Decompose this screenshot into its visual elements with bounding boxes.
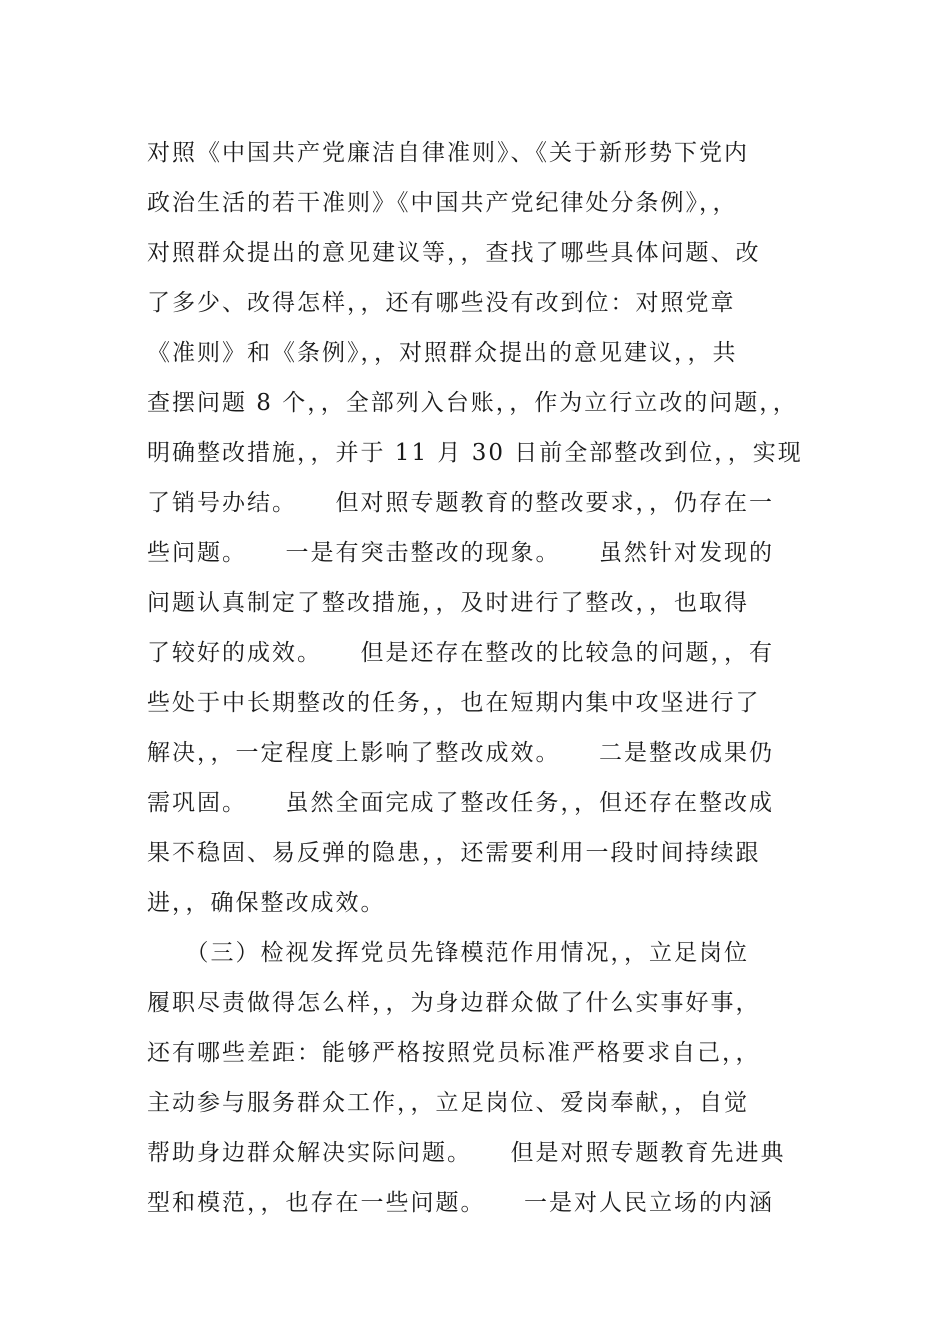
text-line: 政治生活的若干准则》《中国共产党纪律处分条例》，，: [147, 190, 738, 216]
text-line: 主动参与服务群众工作，，立足岗位、爱岗奉献，，自觉: [147, 1090, 749, 1116]
text-line: 进，，确保整改成效。: [147, 890, 386, 916]
text-line: 问题认真制定了整改措施，，及时进行了整改，，也取得: [147, 590, 749, 616]
text-line: 查摆问题 8 个，，全部列入台账，，作为立行立改的问题，，: [147, 390, 798, 416]
text-line: 了销号办结。 但对照专题教育的整改要求，，仍存在一: [147, 490, 774, 516]
text-line: 对照群众提出的意见建议等，，查找了哪些具体问题、改: [147, 240, 761, 266]
text-line: 了多少、改得怎样，，还有哪些没有改到位：对照党章: [147, 290, 736, 316]
text-line: 解决，，一定程度上影响了整改成效。 二是整改成果仍: [147, 740, 774, 766]
text-line: 履职尽责做得怎么样，，为身边群众做了什么实事好事，: [147, 990, 761, 1016]
text-line: 了较好的成效。 但是还存在整改的比较急的问题，，有: [147, 640, 774, 666]
text-line: 些处于中长期整改的任务，，也在短期内集中攻坚进行了: [147, 690, 761, 716]
section-heading-line: （三）检视发挥党员先锋模范作用情况，，立足岗位: [147, 940, 749, 966]
text-line: 些问题。 一是有突击整改的现象。 虽然针对发现的: [147, 540, 774, 566]
text-line: 帮助身边群众解决实际问题。 但是对照专题教育先进典: [147, 1140, 786, 1166]
text-line: 果不稳固、易反弹的隐患，，还需要利用一段时间持续跟: [147, 840, 761, 866]
text-line: 对照《中国共产党廉洁自律准则》、《关于新形势下党内: [147, 140, 749, 166]
text-line: 还有哪些差距：能够严格按照党员标准严格要求自己，，: [147, 1040, 761, 1066]
text-line: 《准则》和《条例》，，对照群众提出的意见建议，，共: [147, 340, 738, 366]
text-line: 型和模范，，也存在一些问题。 一是对人民立场的内涵: [147, 1190, 774, 1216]
text-line: 明确整改措施，，并于 11 月 30 日前全部整改到位，，实现: [147, 440, 803, 466]
text-line: 需巩固。 虽然全面完成了整改任务，，但还存在整改成: [147, 790, 774, 816]
body-text: [147, 128, 827, 1228]
